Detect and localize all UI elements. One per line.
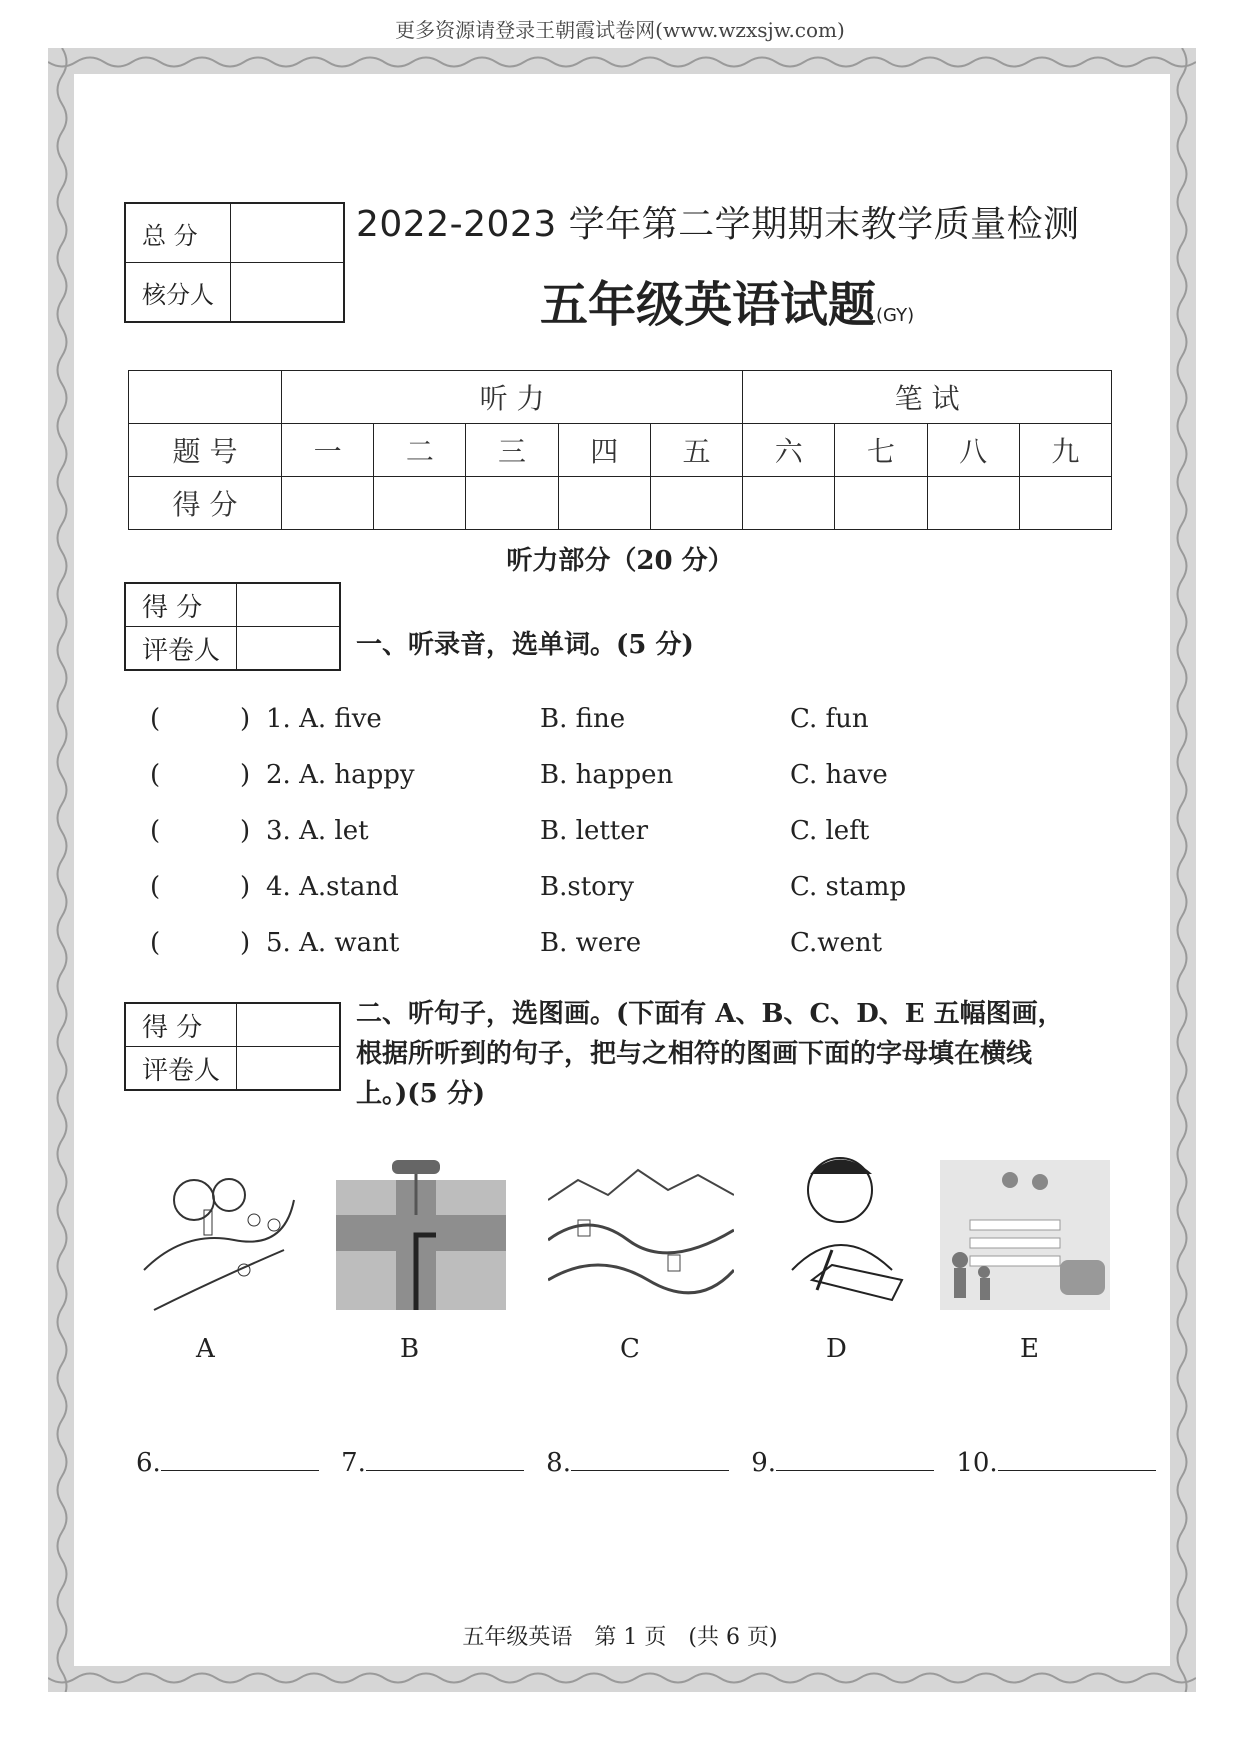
section1-grader-cell[interactable] (237, 627, 341, 671)
blank-10-input[interactable] (998, 1446, 1156, 1471)
option-c: C. fun (790, 704, 869, 734)
section1-score-cell[interactable] (237, 583, 341, 627)
answer-slot[interactable] (164, 760, 236, 790)
answer-paren-open: ( (150, 928, 161, 958)
checker-label: 核分人 (125, 263, 231, 323)
score-cell[interactable] (282, 477, 374, 530)
subtitle-tag: (GY) (876, 305, 915, 326)
picture-label-d: D (826, 1334, 847, 1364)
question-number-cell: 八 (927, 424, 1019, 477)
blank-8-label: 8. (546, 1448, 571, 1478)
section2-line2: 根据所听到的句子，把与之相符的图画下面的字母填在横线 (356, 1039, 1033, 1069)
score-cell[interactable] (466, 477, 558, 530)
section1-score-box (124, 582, 341, 671)
picture-label-c: C (620, 1334, 640, 1364)
section1-score-label: 得 分 (125, 583, 237, 627)
option-b: B. happen (540, 760, 674, 790)
watermark-header: 更多资源请登录王朝霞试卷网(www.wzxsjw.com) (395, 18, 845, 42)
section2-score-cell[interactable] (237, 1003, 341, 1047)
answer-slot[interactable] (164, 816, 236, 846)
writing-group-header: 笔 试 (743, 371, 1112, 424)
question-number-cell: 二 (374, 424, 466, 477)
picture-c-great-wall (548, 1160, 734, 1310)
answer-paren-close: ) (240, 704, 251, 734)
answer-blanks (136, 1446, 1156, 1478)
section2-score-label: 得 分 (125, 1003, 237, 1047)
answer-slot[interactable] (164, 872, 236, 902)
score-cell[interactable] (558, 477, 650, 530)
option-c: C. have (790, 760, 888, 790)
blank-6-input[interactable] (161, 1446, 319, 1471)
question-number-label: 题 号 (129, 424, 282, 477)
picture-b-traffic-crossroad (336, 1160, 506, 1310)
section1-grader-label: 评卷人 (125, 627, 237, 671)
total-score-cell[interactable] (231, 203, 345, 263)
blank-7-label: 7. (341, 1448, 366, 1478)
section2-line1: 二、听句子，选图画。(下面有 A、B、C、D、E 五幅图画， (356, 999, 1064, 1029)
question-number-cell: 九 (1019, 424, 1111, 477)
option-c: C. stamp (790, 872, 907, 902)
listening-group-header: 听 力 (282, 371, 743, 424)
option-b: B. were (540, 928, 642, 958)
score-cell[interactable] (650, 477, 742, 530)
option-b: B. fine (540, 704, 626, 734)
answer-slot[interactable] (164, 704, 236, 734)
section2-instructions (356, 994, 1064, 1114)
grade-table-corner (129, 371, 282, 424)
question-number-cell: 六 (743, 424, 835, 477)
answer-paren-close: ) (240, 816, 251, 846)
score-cell[interactable] (374, 477, 466, 530)
checker-cell[interactable] (231, 263, 345, 323)
question-number-cell: 一 (282, 424, 374, 477)
score-cell[interactable] (1019, 477, 1111, 530)
section1-title: 一、听录音，选单词。(5 分) (356, 630, 694, 660)
blank-6-label: 6. (136, 1448, 161, 1478)
section2-grader-label: 评卷人 (125, 1047, 237, 1091)
score-cell[interactable] (835, 477, 927, 530)
answer-paren-close: ) (240, 760, 251, 790)
answer-paren-open: ( (150, 816, 161, 846)
score-row-label: 得 分 (129, 477, 282, 530)
option-a: 2. A. happy (266, 760, 415, 790)
question-number-cell: 五 (650, 424, 742, 477)
picture-e-crosswalk (940, 1160, 1110, 1310)
blank-8-input[interactable] (571, 1446, 729, 1471)
blank-9-label: 9. (751, 1448, 777, 1478)
option-b: B. letter (540, 816, 649, 846)
option-c: C. left (790, 816, 870, 846)
listening-heading: 听力部分（20 分） (506, 546, 734, 576)
blank-9-input[interactable] (776, 1446, 934, 1471)
answer-paren-open: ( (150, 704, 161, 734)
picture-label-a: A (196, 1334, 215, 1364)
option-a: 4. A.stand (266, 872, 399, 902)
blank-10-label: 10. (956, 1448, 998, 1478)
grade-table (128, 370, 1112, 530)
page-footer: 五年级英语 第 1 页 (共 6 页) (462, 1625, 778, 1650)
total-score-box (124, 202, 345, 323)
question-number-cell: 四 (558, 424, 650, 477)
answer-paren-open: ( (150, 872, 161, 902)
score-cell[interactable] (927, 477, 1019, 530)
option-c: C.went (790, 928, 883, 958)
picture-label-b: B (400, 1334, 420, 1364)
exam-subtitle (540, 266, 914, 335)
option-a: 3. A. let (266, 816, 369, 846)
question-number-cell: 三 (466, 424, 558, 477)
section2-grader-cell[interactable] (237, 1047, 341, 1091)
picture-label-e: E (1020, 1334, 1039, 1364)
blank-7-input[interactable] (366, 1446, 524, 1471)
question-number-cell: 七 (835, 424, 927, 477)
answer-paren-open: ( (150, 760, 161, 790)
answer-paren-close: ) (240, 928, 251, 958)
option-a: 1. A. five (266, 704, 382, 734)
picture-a-park-path (134, 1160, 306, 1320)
section2-score-box (124, 1002, 341, 1091)
picture-d-boy-writing (762, 1150, 912, 1310)
answer-slot[interactable] (164, 928, 236, 958)
option-b: B.story (540, 872, 634, 902)
option-a: 5. A. want (266, 928, 400, 958)
answer-paren-close: ) (240, 872, 251, 902)
subtitle-text: 五年级英语试题 (540, 277, 877, 333)
score-cell[interactable] (743, 477, 835, 530)
total-score-label: 总 分 (125, 203, 231, 263)
section2-line3: 上。)(5 分) (356, 1079, 486, 1109)
exam-title: 2022-2023 学年第二学期期末教学质量检测 (356, 204, 1080, 245)
